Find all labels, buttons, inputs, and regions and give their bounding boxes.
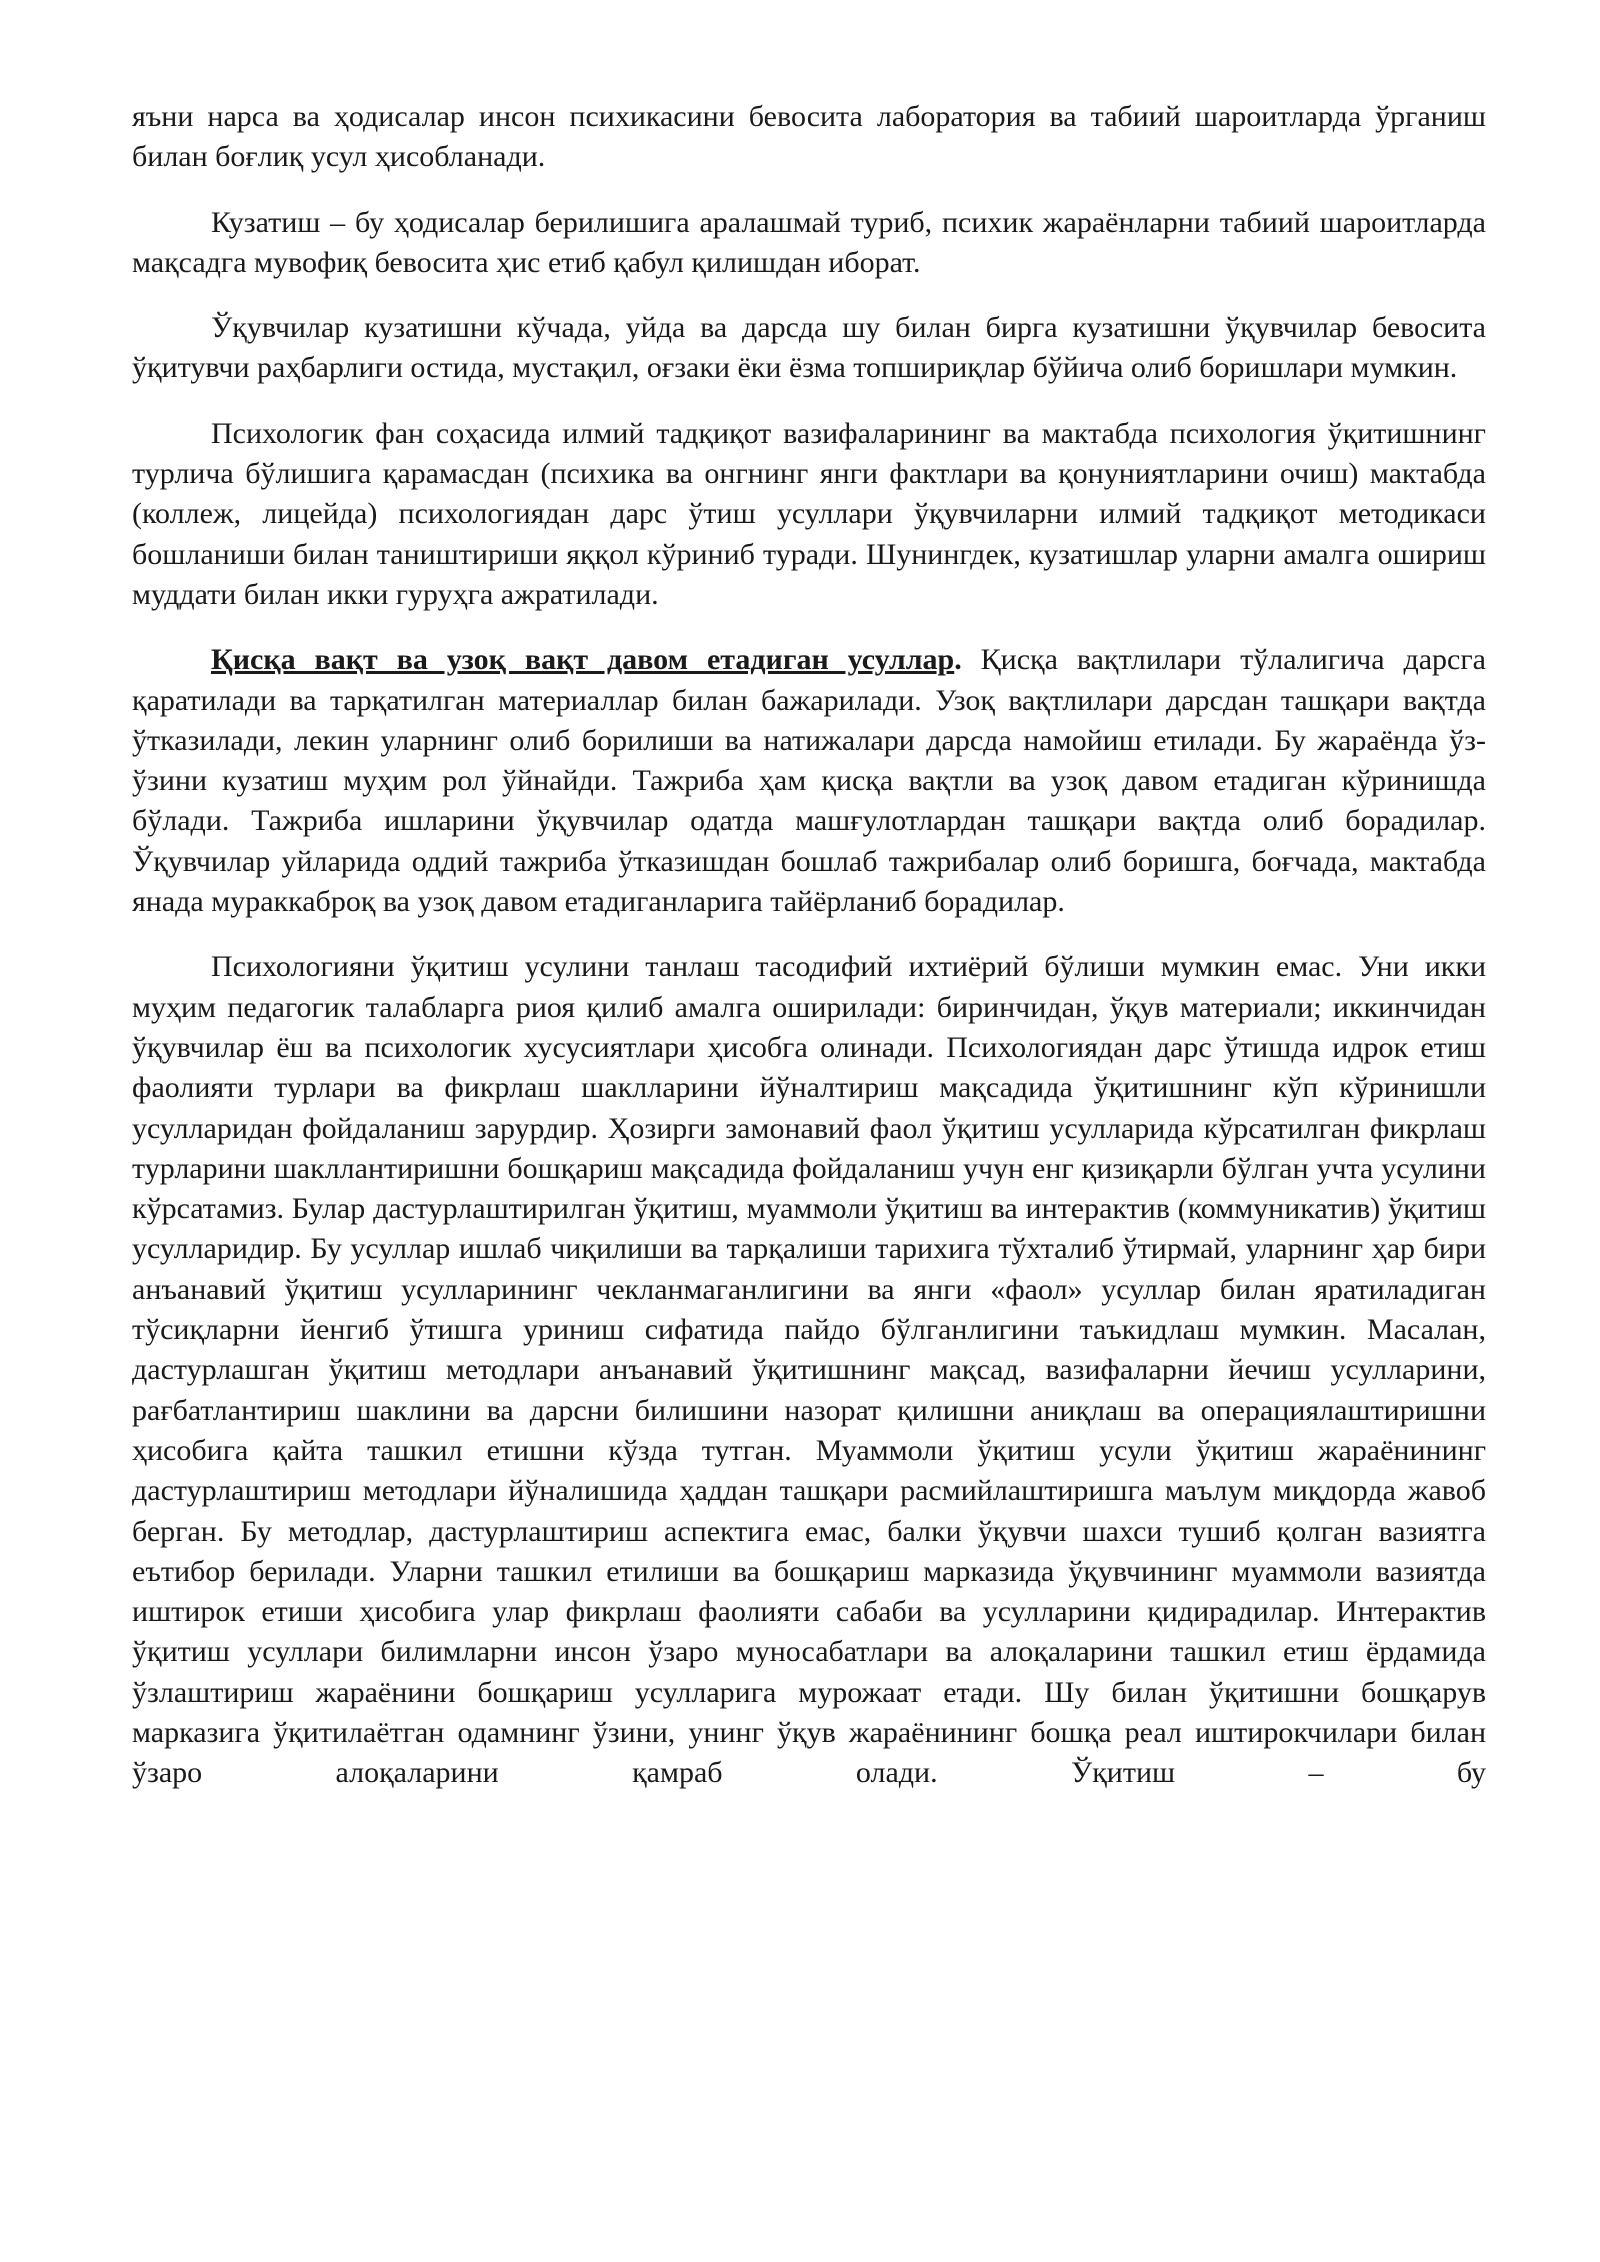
document-body [132,97,1486,1819]
paragraph-4: Психологик фан соҳасида илмий тадқиқот вазифаларининг ва мактабда психология ўқитишнинг турлича бўлишига қарамасдан (психика ва онгнинг янги фактлари ва қонуниятларини очиш) мактабда (коллеж, лицейда) психологиядан дарс ўтиш усуллари ўқувчиларни илмий тадқиқот методикаси бошланиши билан таништириши яққол кўриниб туради. Шунингдек, кузатишлар уларни амалга ошириш муддати билан икки гуруҳга ажратилади. [132,416,1486,611]
section-heading-period: . [954,643,962,677]
section-heading: Қисқа вақт ва узоқ вақт давом етадиган усуллар [211,643,955,677]
paragraph-3: Ўқувчилар кузатишни кўчада, уйда ва дарсда шу билан бирга кузатишни ўқувчилар бевосита ўқитувчи раҳбарлиги остида, мустақил, оғзаки ёки ёзма топшириқлар бўйича олиб боришлари мумкин. [132,311,1486,385]
paragraph-2: Кузатиш – бу ҳодисалар берилишига аралашмай туриб, психик жараёнларни табиий шароитларда мақсадга мувофиқ бевосита ҳис етиб қабул қилишдан иборат. [132,205,1486,279]
paragraph-5-text: Қисқа вақтлилари тўлалигича дарсга қаратилади ва тарқатилган материаллар билан бажарилади. Узоқ вақтлилари дарсдан ташқари вақтда ўтказилади, лекин уларнинг олиб борилиши ва натижалари дарсда намойиш етилади. Бу жараёнда ўз-ўзини кузатиш муҳим рол ўйнайди. Тажриба ҳам қисқа вақтли ва узоқ давом етадиган кўринишда бўлади. Тажриба ишларини ўқувчилар одатда машғулотлардан ташқари вақтда олиб борадилар. Ўқувчилар уйларида оддий тажриба ўтказишдан бошлаб тажрибалар олиб боришга, боғчада, мактабда янада мураккаброқ ва узоқ давом етадиганларига тайёрланиб борадилар. [132,643,1486,919]
paragraph-5 [132,640,1486,922]
paragraph-6: Психологияни ўқитиш усулини танлаш тасодифий ихтиёрий бўлиши мумкин емас. Уни икки муҳим педагогик талабларга риоя қилиб амалга оширилади: биринчидан, ўқув материали; иккинчидан ўқувчилар ёш ва психологик хусусиятлари ҳисобга олинади. Психологиядан дарс ўтишда идрок етиш фаолияти турлари ва фикрлаш шаклларини йўналтириш мақсадида ўқитишнинг кўп кўринишли усулларидан фойдаланиш зарурдир. Ҳозирги замонавий фаол ўқитиш усулларида кўрсатилган фикрлаш турларини шакллантиришни бошқариш мақсадида фойдаланиш учун енг қизиқарли бўлган учта усулини кўрсатамиз. Булар дастурлаштирилган ўқитиш, муаммоли ўқитиш ва интерактив (коммуникатив) ўқитиш усулларидир. Бу усуллар ишлаб чиқилиши ва тарқалиши тарихига тўхталиб ўтирмай, уларнинг ҳар бири анъанавий ўқитиш усулларининг чекланмаганлигини ва янги «фаол» усуллар билан яратиладиган тўсиқларни йенгиб ўтишга уриниш сифатида пайдо бўлганлигини таъкидлаш мумкин. Масалан, дастурлашган ўқитиш методлари анъанавий ўқитишнинг мақсад, вазифаларни йечиш усулларини, рағбатлантириш шаклини ва дарсни билишини назорат қилишни аниқлаш ва операциялаштиришни ҳисобига қайта ташкил етишни кўзда тутган. Муаммоли ўқитиш усули ўқитиш жараёнининг дастурлаштириш методлари йўналишида ҳаддан ташқари расмийлаштиришга маълум миқдорда жавоб берган. Бу методлар, дастурлаштириш аспектига емас, балки ўқувчи шахси тушиб қолган вазиятга еътибор берилади. Уларни ташкил етилиши ва бошқариш марказида ўқувчининг муаммоли вазиятда иштирок етиши ҳисобига улар фикрлаш фаолияти сабаби ва усулларини қидирадилар. Интерактив ўқитиш усуллари билимларни инсон ўзаро муносабатлари ва алоқаларини ташкил етиш ёрдамида ўзлаштириш жараёнини бошқариш усулларига мурожаат етади. Шу билан ўқитишни бошқарув марказига ўқитилаётган одамнинг ўзини, унинг ўқув жараёнининг бошқа реал иштирокчилари билан ўзаро алоқаларини қамраб олади. Ўқитиш – бу [132,950,1486,1790]
paragraph-1: яъни нарса ва ҳодисалар инсон психикасини бевосита лаборатория ва табиий шароитларда ўрганиш билан боғлиқ усул ҳисобланади. [132,100,1486,174]
